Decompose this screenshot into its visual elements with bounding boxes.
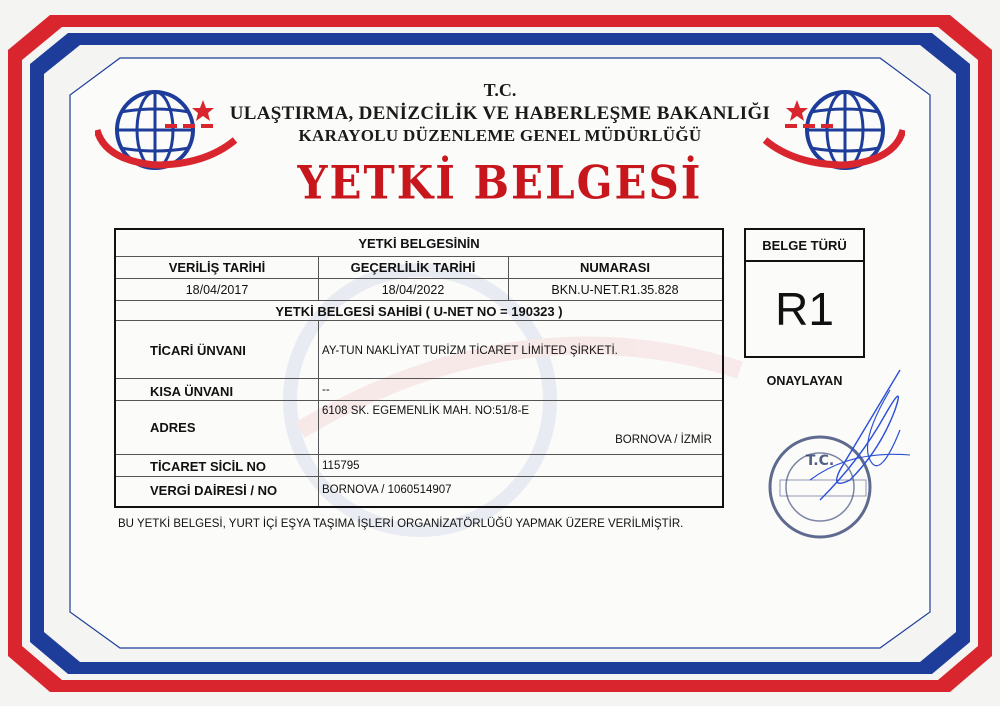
trade-name-value: AY-TUN NAKLİYAT TURİZM TİCARET LİMİTED ŞİRKETİ. — [322, 345, 618, 357]
issue-date-header: VERİLİŞ TARİHİ — [168, 260, 266, 275]
directorate-name: KARAYOLU DÜZENLEME GENEL MÜDÜRLÜĞÜ — [298, 126, 702, 145]
ministry-name: ULAŞTIRMA, DENİZCİLİK VE HABERLEŞME BAKANLIĞI — [229, 103, 771, 124]
svg-text:T.C.: T.C. — [805, 453, 835, 469]
certificate-type-value: R1 — [775, 283, 834, 335]
holder-title: YETKİ BELGESİ SAHİBİ ( U-NET NO = 190323 ) — [275, 304, 563, 319]
signature-icon — [800, 360, 920, 510]
issue-date-value: 18/04/2017 — [185, 283, 249, 297]
certificate-type-label: BELGE TÜRÜ — [762, 238, 847, 253]
certificate-number-value: BKN.U-NET.R1.35.828 — [551, 283, 679, 297]
registry-label: TİCARET SİCİL NO — [150, 459, 267, 474]
address-line-2: BORNOVA / İZMİR — [615, 434, 712, 446]
short-name-value: -- — [322, 384, 330, 396]
document-title: YETKİ BELGESİ — [297, 155, 703, 210]
number-header: NUMARASI — [579, 260, 651, 275]
certificate-type-box — [744, 228, 865, 358]
short-name-label: KISA ÜNVANI — [150, 384, 234, 399]
address-line-1: 6108 SK. EGEMENLİK MAH. NO:51/8-E — [322, 405, 530, 417]
approver-label: ONAYLAYAN — [766, 374, 843, 388]
footer-statement: BU YETKİ BELGESİ, YURT İÇİ EŞYA TAŞIMA İŞLERİ ORGANİZATÖRLÜĞÜ YAPMAK ÜZERE VERİLMİŞTİR. — [118, 518, 684, 530]
address-label: ADRES — [150, 420, 196, 435]
registry-value: 115795 — [322, 460, 360, 472]
section-title: YETKİ BELGESİNİN — [358, 236, 480, 251]
certificate-table — [114, 228, 724, 508]
valid-until-header: GEÇERLİLİK TARİHİ — [350, 260, 476, 275]
tax-value: BORNOVA / 1060514907 — [322, 484, 452, 496]
trade-name-label: TİCARİ ÜNVANI — [150, 343, 246, 358]
valid-until-value: 18/04/2022 — [381, 283, 445, 297]
tax-label: VERGİ DAİRESİ / NO — [150, 483, 278, 498]
country-code: T.C. — [483, 80, 517, 100]
